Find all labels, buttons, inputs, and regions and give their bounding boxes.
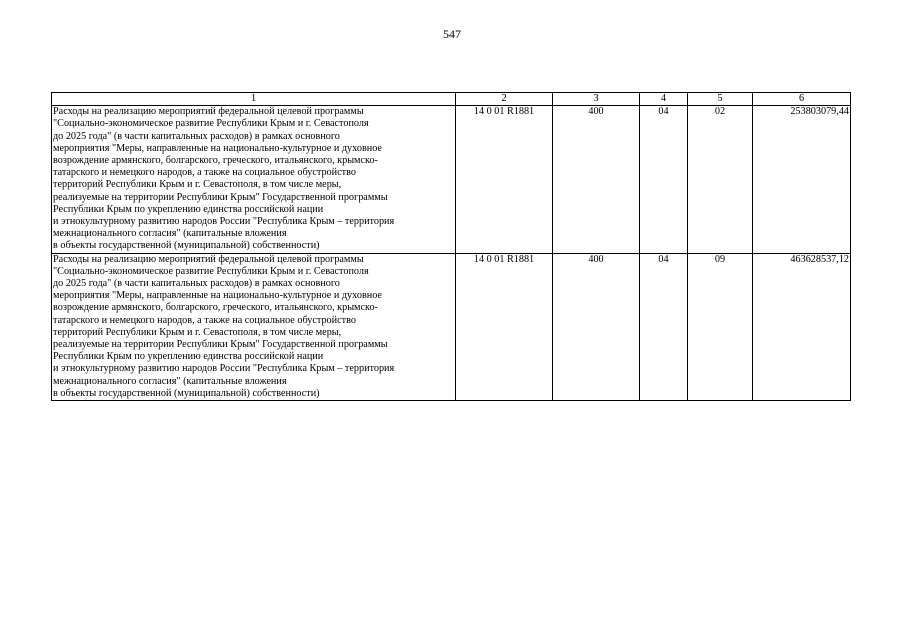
row-expense-type: 400 — [553, 253, 640, 400]
table-row — [52, 106, 851, 253]
page-number: 547 — [443, 27, 461, 41]
table-row — [52, 253, 851, 400]
column-header-1: 1 — [52, 93, 456, 106]
column-header-4: 4 — [640, 93, 688, 106]
row-description: Расходы на реализацию мероприятий федеральной целевой программы "Социально-экономическое развитие Республики Крым и г. Севастополя до 2025 года" (в части капитальных расходов) в рамках основного мероприятия "Меры, направленные на национально-культурное и духовное возрождение армянского, болгарского, греческого, итальянского, крымско- татарского и немецкого народов, а также на социальное обустройство территорий Республики Крым и г. Севастополя, в том числе меры, реализуемые на территории Республики Крым" Государственной программы Республики Крым по укреплению единства российской нации и этнокультурному развитию народов России "Республика Крым – территория межнационального согласия" (капитальные вложения в объекты государственной (муниципальной) собственности) — [52, 106, 456, 253]
budget-table — [51, 92, 851, 401]
row-subsection: 02 — [688, 106, 753, 253]
column-header-2: 2 — [456, 93, 553, 106]
row-section: 04 — [640, 106, 688, 253]
row-code: 14 0 01 R1881 — [456, 253, 553, 400]
row-code: 14 0 01 R1881 — [456, 106, 553, 253]
row-amount: 463628537,12 — [753, 253, 851, 400]
row-section: 04 — [640, 253, 688, 400]
column-header-3: 3 — [553, 93, 640, 106]
column-header-5: 5 — [688, 93, 753, 106]
row-expense-type: 400 — [553, 106, 640, 253]
row-description: Расходы на реализацию мероприятий федеральной целевой программы "Социально-экономическое развитие Республики Крым и г. Севастополя до 2025 года" (в части капитальных расходов) в рамках основного мероприятия "Меры, направленные на национально-культурное и духовное возрождение армянского, болгарского, греческого, итальянского, крымско- татарского и немецкого народов, а также на социальное обустройство территорий Республики Крым и г. Севастополя, в том числе меры, реализуемые на территории Республики Крым" Государственной программы Республики Крым по укреплению единства российской нации и этнокультурному развитию народов России "Республика Крым – территория межнационального согласия" (капитальные вложения в объекты государственной (муниципальной) собственности) — [52, 253, 456, 400]
table-header-row — [52, 93, 851, 106]
column-header-6: 6 — [753, 93, 851, 106]
row-amount: 253803079,44 — [753, 106, 851, 253]
row-subsection: 09 — [688, 253, 753, 400]
